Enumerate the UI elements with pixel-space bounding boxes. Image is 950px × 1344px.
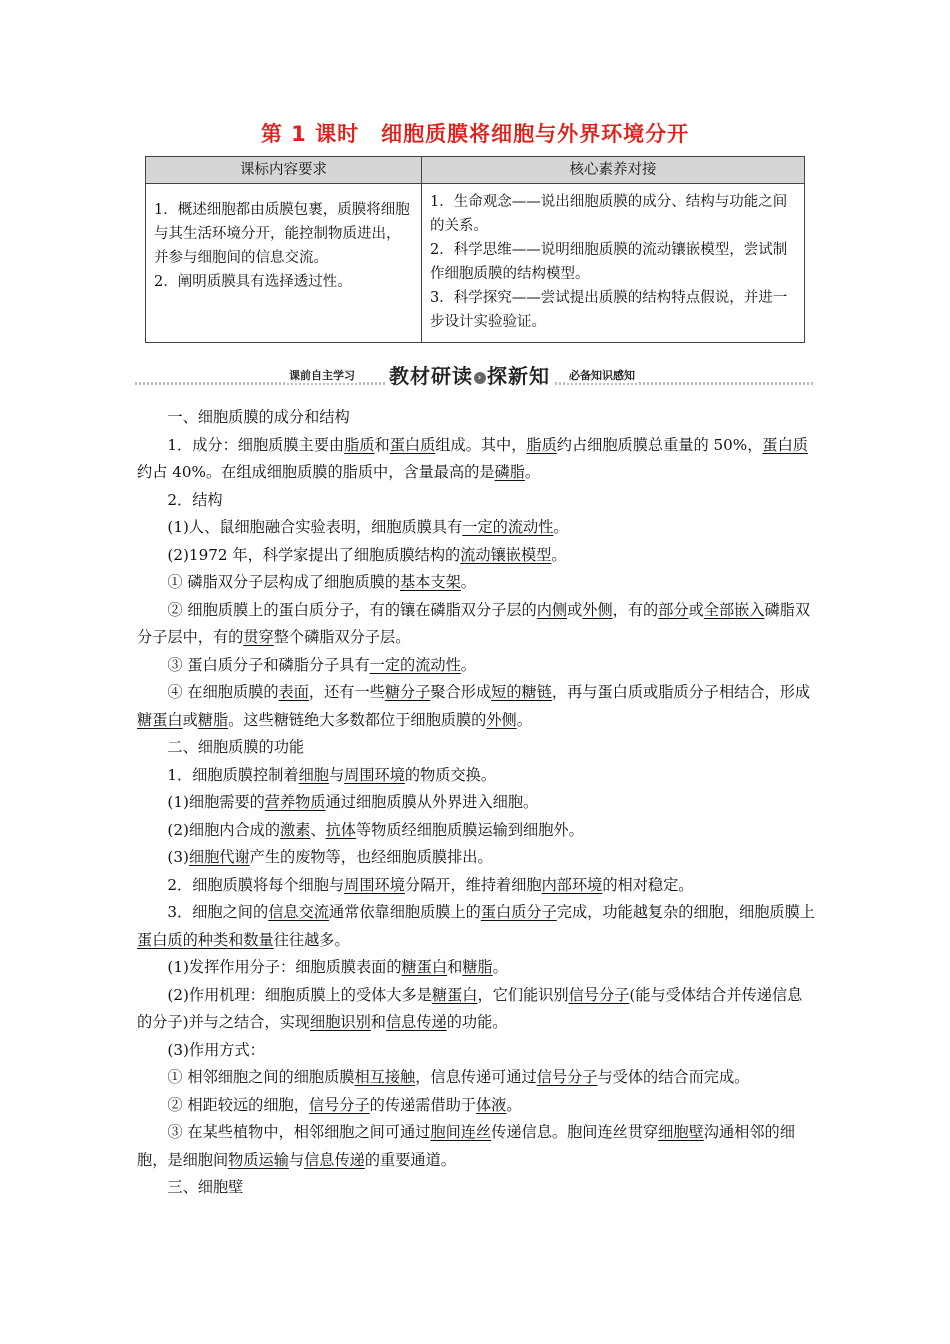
- text-segment: 通常依靠细胞质膜上的: [328, 903, 481, 921]
- answer-term: 信号分子: [308, 1095, 370, 1114]
- answer-term: 营养物质: [264, 793, 326, 811]
- text-segment: 。: [506, 1095, 522, 1114]
- content-paragraph: [137, 569, 817, 597]
- text-segment: 。: [524, 463, 541, 481]
- answer-term: 全部嵌入: [703, 600, 765, 619]
- answer-term: 脂质: [526, 435, 557, 454]
- answer-term: 短的糖链: [491, 683, 552, 701]
- banner-title-b: 探新知: [487, 364, 550, 388]
- answer-term: 胞间连丝: [430, 1123, 492, 1141]
- answer-term: 蛋白质: [389, 435, 436, 454]
- answer-term: 部分: [658, 600, 689, 619]
- text-segment: 。这些糖链绝大多数都位于细胞质膜的: [228, 710, 487, 729]
- content-paragraph: [137, 542, 817, 570]
- answer-term: 表面: [278, 683, 309, 701]
- text-segment: 的功能。: [446, 1013, 508, 1031]
- content-paragraph: [137, 652, 817, 680]
- text-segment: 或: [688, 600, 704, 619]
- answer-term: 蛋白质: [762, 435, 808, 454]
- text-segment: 的重要通道。: [364, 1150, 456, 1169]
- text-segment: 。: [551, 545, 567, 564]
- answer-term: 糖脂: [197, 710, 229, 729]
- content-paragraph: [137, 1092, 817, 1120]
- answer-term: 磷脂: [494, 463, 525, 481]
- content-paragraph: [137, 982, 817, 1037]
- text-segment: 和: [447, 958, 463, 976]
- text-segment: 与: [288, 1150, 305, 1169]
- standards-table: [145, 156, 805, 343]
- text-segment: ② 细胞质膜上的蛋白质分子，有的镶在磷脂双分子层的: [167, 600, 537, 619]
- requirements-cell: [146, 184, 422, 343]
- answer-term: 糖蛋白: [431, 985, 478, 1004]
- text-segment: 传递信息。胞间连丝贯穿: [491, 1123, 659, 1141]
- content-paragraph: [137, 1119, 817, 1174]
- answer-term: 内部环境: [541, 875, 603, 894]
- answer-term: 基本支架: [400, 573, 461, 591]
- answer-term: 糖脂: [462, 958, 493, 976]
- literacy-item: 3．科学探究——尝试提出质膜的结构特点假说，并进一步设计实验验证。: [430, 290, 788, 330]
- text-segment: (1)人、鼠细胞融合实验表明，细胞质膜具有: [167, 518, 463, 536]
- text-segment: 。: [460, 655, 476, 674]
- text-segment: 和: [374, 435, 390, 454]
- answer-term: 信息传递: [304, 1150, 365, 1169]
- text-segment: 一、细胞质膜的成分和结构: [167, 408, 350, 426]
- content-paragraph: [137, 762, 817, 790]
- content-paragraph: [137, 514, 817, 542]
- content-paragraph: [137, 404, 817, 432]
- text-segment: (3): [167, 848, 189, 866]
- content-paragraph: [137, 789, 817, 817]
- content-paragraph: [137, 597, 817, 652]
- answer-term: 物质运输: [228, 1150, 289, 1169]
- text-segment: 2．结构: [167, 490, 223, 509]
- content-paragraph: [137, 487, 817, 515]
- arrow-icon: ›: [474, 372, 486, 384]
- text-segment: ③ 在某些植物中，相邻细胞之间可通过: [167, 1123, 431, 1141]
- content-paragraph: [137, 1174, 817, 1202]
- content-paragraph: [137, 432, 817, 487]
- answer-term: 激素: [280, 820, 311, 839]
- text-segment: (2)作用机理：细胞质膜上的受体大多是: [167, 985, 432, 1004]
- answer-term: 蛋白质分子: [480, 903, 557, 921]
- text-segment: 分隔开，维持着细胞: [404, 875, 542, 894]
- text-segment: 三、细胞壁: [167, 1178, 244, 1196]
- text-segment: ① 相邻细胞之间的细胞质膜: [167, 1068, 355, 1086]
- table-header-requirements: 课标内容要求: [146, 157, 422, 184]
- answer-term: 信息传递: [385, 1013, 447, 1031]
- text-segment: 或: [182, 710, 198, 729]
- text-segment: 、: [310, 820, 326, 839]
- text-segment: 与: [328, 765, 345, 784]
- text-segment: (2)1972 年，科学家提出了细胞质膜结构的: [167, 545, 461, 564]
- answer-term: 一定的流动性: [369, 655, 461, 674]
- text-segment: 聚合形成: [430, 683, 492, 701]
- text-segment: (2)细胞内合成的: [167, 820, 281, 839]
- content-paragraph: [137, 1064, 817, 1092]
- answer-term: 糖分子: [384, 683, 431, 701]
- section-banner: [135, 360, 815, 394]
- text-segment: 1．成分：细胞质膜主要由: [167, 435, 345, 454]
- text-segment: 1．细胞质膜控制着: [167, 765, 299, 784]
- text-segment: 的相对稳定。: [602, 875, 694, 894]
- text-segment: 和: [370, 1013, 386, 1031]
- answer-term: 糖蛋白: [401, 958, 448, 976]
- text-segment: (3)作用方式：: [167, 1040, 265, 1059]
- text-segment: 完成，功能越复杂的细胞，细胞质膜上: [556, 903, 815, 921]
- answer-term: 周围环境: [344, 765, 405, 784]
- text-segment: 二、细胞质膜的功能: [167, 738, 305, 756]
- answer-term: 周围环境: [344, 875, 405, 894]
- text-segment: ，它们能识别: [477, 985, 569, 1004]
- answer-term: 贯穿: [243, 628, 274, 646]
- text-segment: 。: [516, 710, 532, 729]
- text-segment: 。: [553, 518, 569, 536]
- text-segment: 与受体的结合而完成。: [597, 1068, 750, 1086]
- text-segment: 等物质经细胞质膜运输到细胞外。: [355, 820, 584, 839]
- answer-term: 内侧: [536, 600, 568, 619]
- table-header-literacy: 核心素养对接: [422, 157, 805, 184]
- text-segment: 。: [492, 958, 508, 976]
- requirement-item: 2．阐明质膜具有选择透过性。: [154, 274, 352, 290]
- answer-term: 脂质: [344, 435, 375, 454]
- text-segment: ④ 在细胞质膜的: [167, 683, 279, 701]
- answer-term: 相互接触: [354, 1068, 416, 1086]
- requirement-item: 1．概述细胞都由质膜包裹，质膜将细胞与其生活环境分开，能控制物质进出，并参与细胞间的信息交流。: [154, 202, 410, 266]
- banner-title: [385, 360, 554, 389]
- content-paragraph: [137, 954, 817, 982]
- content-paragraph: [137, 872, 817, 900]
- answer-term: 信息交流: [268, 903, 329, 921]
- content-paragraph: [137, 1037, 817, 1065]
- content-paragraph: [137, 899, 817, 954]
- text-segment: ，信息传递可通过: [415, 1068, 537, 1086]
- text-segment: ，有的: [612, 600, 659, 619]
- banner-left-label: 课前自主学习: [285, 367, 359, 383]
- text-segment: 3．细胞之间的: [167, 903, 269, 921]
- text-segment: 沟通相邻的细胞，是细胞间: [137, 1123, 795, 1169]
- text-segment: 约占 40%。在组成细胞质膜的脂质中，含量最高的是: [137, 463, 495, 481]
- content-paragraph: [137, 844, 817, 872]
- text-segment: 通过细胞质膜从外界进入细胞。: [325, 793, 539, 811]
- text-segment: ① 磷脂双分子层构成了细胞质膜的: [167, 573, 401, 591]
- answer-term: 细胞代谢: [188, 848, 250, 866]
- content-paragraph: [137, 817, 817, 845]
- text-segment: 磷脂双分子层中，有的: [137, 600, 811, 646]
- text-segment: 组成。其中，: [435, 435, 527, 454]
- answer-term: 抗体: [325, 820, 356, 839]
- answer-term: 信号分子: [536, 1068, 598, 1086]
- text-segment: ② 相距较远的细胞，: [167, 1095, 309, 1114]
- answer-term: 一定的流动性: [462, 518, 554, 536]
- answer-term: 细胞壁: [658, 1123, 704, 1141]
- answer-term: 信号分子: [568, 985, 630, 1004]
- answer-term: 蛋白质的种类和数量: [137, 930, 274, 949]
- answer-term: 外侧: [486, 710, 517, 729]
- lesson-content: [137, 404, 817, 1202]
- page-title: 第 1 课时 细胞质膜将细胞与外界环境分开: [260, 122, 690, 146]
- text-segment: 2．细胞质膜将每个细胞与: [167, 875, 345, 894]
- text-segment: (1)发挥作用分子：细胞质膜表面的: [167, 958, 402, 976]
- text-segment: 。: [460, 573, 476, 591]
- answer-term: 体液: [475, 1095, 507, 1114]
- text-segment: ，再与蛋白质或脂质分子相结合，形成: [551, 683, 811, 701]
- literacy-cell: [422, 184, 805, 343]
- banner-title-a: 教材研读: [389, 364, 473, 388]
- answer-term: 细胞识别: [310, 1013, 371, 1031]
- content-paragraph: [137, 734, 817, 762]
- text-segment: 产生的废物等，也经细胞质膜排出。: [249, 848, 493, 866]
- answer-term: 外侧: [582, 600, 613, 619]
- banner-right-label: 必备知识感知: [565, 367, 639, 383]
- literacy-item: 2．科学思维——说明细胞质膜的流动镶嵌模型，尝试制作细胞质膜的结构模型。: [430, 242, 788, 282]
- content-paragraph: [137, 679, 817, 734]
- text-segment: ③ 蛋白质分子和磷脂分子具有: [167, 655, 370, 674]
- text-segment: 约占细胞质膜总重量的 50%，: [556, 435, 763, 454]
- text-segment: 往往越多。: [273, 930, 350, 949]
- text-segment: 的物质交换。: [404, 765, 496, 784]
- text-segment: (1)细胞需要的: [167, 793, 265, 811]
- literacy-item: 1．生命观念——说出细胞质膜的成分、结构与功能之间的关系。: [430, 194, 788, 234]
- text-segment: 的传递需借助于: [369, 1095, 476, 1114]
- answer-term: 流动镶嵌模型: [460, 545, 552, 564]
- text-segment: (能与受体结合并传递信息的分子)并与之结合，实现: [137, 985, 803, 1031]
- text-segment: ，还有一些: [308, 683, 385, 701]
- answer-term: 糖蛋白: [137, 710, 183, 729]
- text-segment: 或: [567, 600, 583, 619]
- text-segment: 整个磷脂双分子层。: [273, 628, 411, 646]
- answer-term: 细胞: [298, 765, 329, 784]
